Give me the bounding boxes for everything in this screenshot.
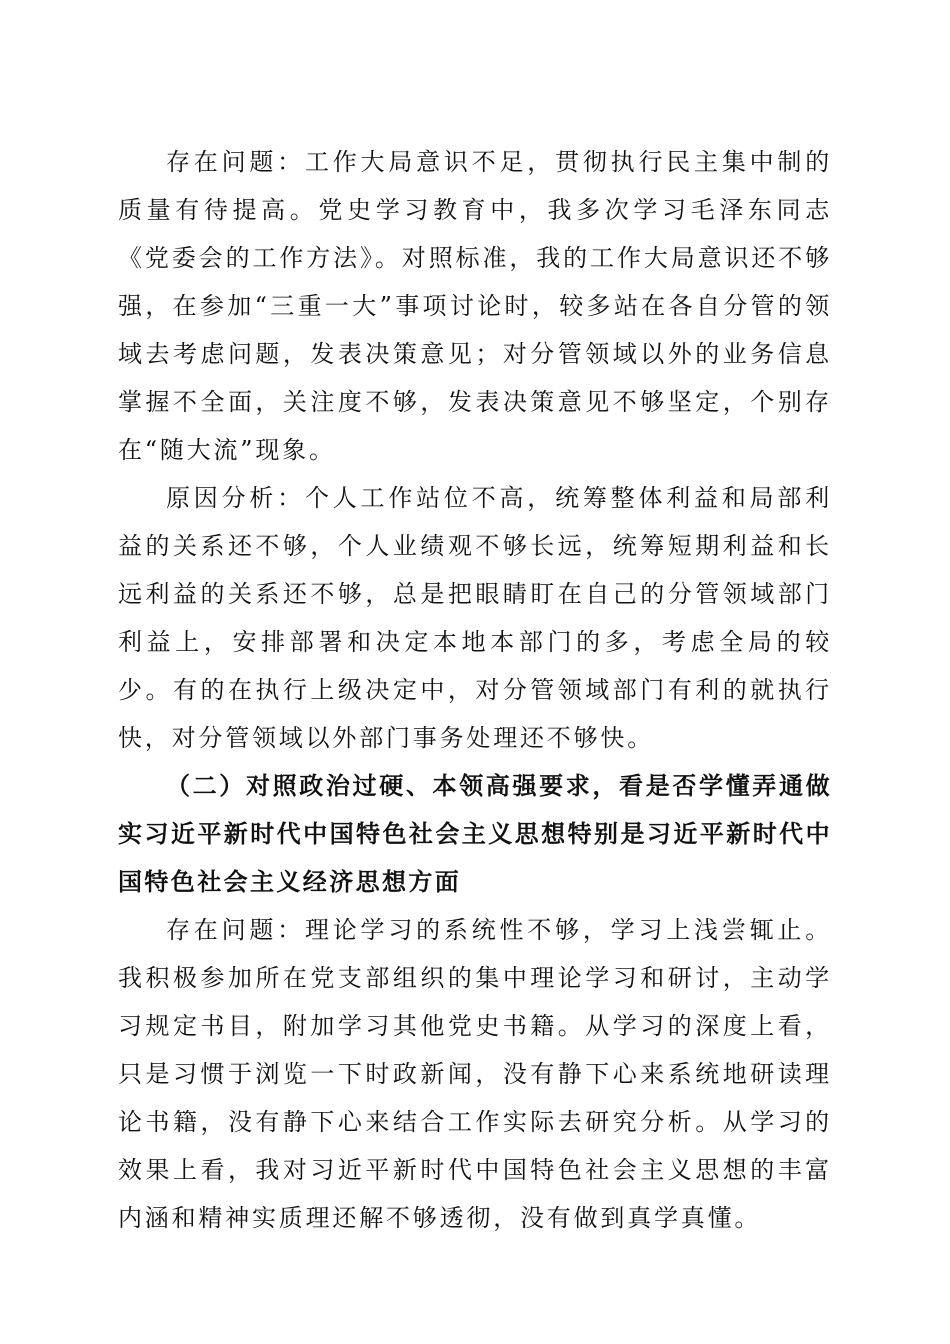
paragraph-problem-2: 存在问题：理论学习的系统性不够，学习上浅尝辄止。我积极参加所在党支部组织的集中理论学习和研讨，主动学习规定书目，附加学习其他党史书籍。从学习的深度上看，只是习惯于浏览一下时政新闻，没有静下心来系统地研读理论书籍，没有静下心来结合工作实际去研究分析。从学习的效果上看，我对习近平新时代中国特色社会主义思想的丰富内涵和精神实质理还解不够透彻，没有做到真学真懂。: [118, 916, 832, 1232]
paragraph-cause-analysis: 原因分析：个人工作站位不高，统筹整体利益和局部利益的关系还不够，个人业绩观不够长远，统筹短期利益和长远利益的关系还不够，总是把眼睛盯在自己的分管领域部门利益上，安排部署和决定本地本部门的多，考虑全局的较少。有的在执行上级决定中，对分管领域部门有利的就执行快，对分管领域以外部门事务处理还不够快。: [118, 484, 832, 752]
section-heading-2: （二）对照政治过硬、本领高强要求，看是否学懂弄通做实习近平新时代中国特色社会主义思想特别是习近平新时代中国特色社会主义经济思想方面: [118, 771, 832, 896]
paragraph-problem-1: 存在问题：工作大局意识不足，贯彻执行民主集中制的质量有待提高。党史学习教育中，我多次学习毛泽东同志《党委会的工作方法》。对照标准，我的工作大局意识还不够强，在参加“三重一大”事项讨论时，较多站在各自分管的领域去考虑问题，发表决策意见；对分管领域以外的业务信息掌握不全面，关注度不够，发表决策意见不够坚定，个别存在“随大流”现象。: [118, 148, 832, 464]
document-body: [118, 138, 832, 1242]
